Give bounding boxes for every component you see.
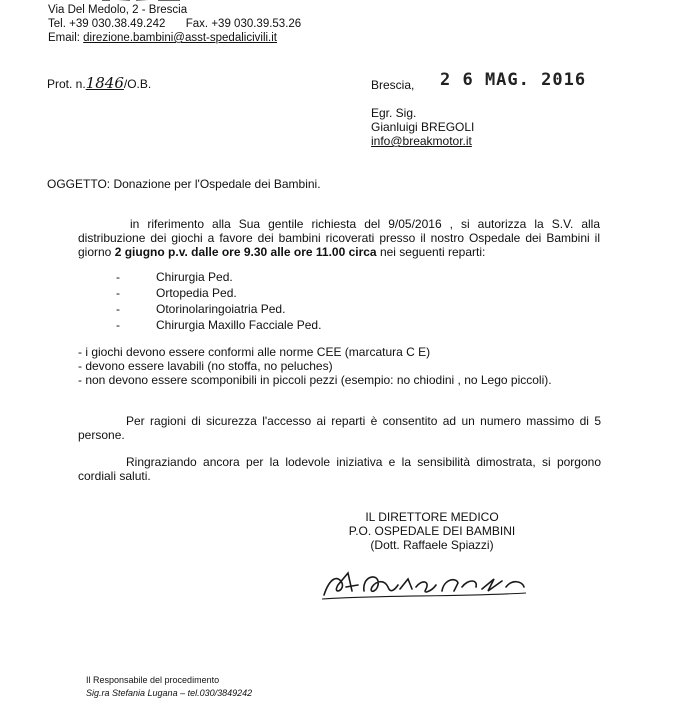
- date-stamp: 2 6 MAG. 2016: [440, 70, 587, 90]
- footer-line2: Sig.ra Stefania Lugana – tel.030/3849242: [86, 688, 253, 698]
- list-bullet: -: [116, 270, 120, 284]
- header-email: [48, 31, 277, 45]
- list-item: [116, 302, 285, 317]
- fax-number: +39 030.39.53.26: [211, 18, 302, 30]
- fax-label: Fax.: [185, 18, 209, 30]
- p1-line3-bold: 2 giugno p.v. dalle ore 9.30 alle ore 11.00 circa: [114, 245, 377, 259]
- p1-line2: distribuzione dei giochi a favore dei bambini ricoverati presso il nostro Ospedale dei Bambini il: [78, 231, 600, 245]
- requirement-item: - devono essere lavabili (no stoffa, no peluches): [78, 359, 333, 373]
- date-city: Brescia,: [371, 78, 415, 92]
- protocol: [47, 76, 151, 92]
- signature-title: IL DIRETTORE MEDICO: [365, 510, 499, 524]
- list-bullet: -: [116, 286, 120, 300]
- department-name: Chirurgia Maxillo Facciale Ped.: [156, 318, 322, 332]
- department-name: Otorinolaringoiatria Ped.: [156, 302, 286, 316]
- subject-label: OGGETTO:: [47, 177, 111, 191]
- recipient-email[interactable]: info@breakmotor.it: [371, 134, 472, 148]
- signature-name: (Dott. Raffaele Spiazzi): [370, 538, 494, 552]
- list-bullet: -: [116, 302, 120, 316]
- list-item: [116, 270, 233, 285]
- requirement-item: - non devono essere scomponibili in piccoli pezzi (esempio: no chiodini , no Lego piccoli).: [78, 373, 552, 387]
- department-name: Chirurgia Ped.: [156, 270, 233, 284]
- signature-org: P.O. OSPEDALE DEI BAMBINI: [348, 524, 516, 538]
- footer-line1: Il Responsabile del procedimento: [86, 675, 220, 685]
- protocol-prefix: Prot. n.: [47, 77, 86, 91]
- handwritten-signature: [318, 565, 530, 605]
- list-bullet: -: [116, 318, 120, 332]
- p2-line2: persone.: [78, 428, 125, 442]
- header-address: Via Del Medolo, 2 - Brescia: [48, 4, 188, 16]
- subject-text: Donazione per l'Ospedale dei Bambini.: [113, 177, 321, 191]
- department-name: Ortopedia Ped.: [156, 286, 237, 300]
- p3-line1: Ringraziando ancora per la lodevole iniziativa e la sensibilità dimostrata, si porgono: [126, 455, 601, 469]
- list-item: [116, 286, 237, 301]
- header-phone-fax: [48, 17, 301, 31]
- list-item: [116, 318, 321, 333]
- protocol-number: 1846: [85, 74, 124, 92]
- cropped-text-remnant: [100, 0, 190, 2]
- recipient-salutation: Egr. Sig.: [371, 106, 417, 120]
- protocol-suffix: /O.B.: [123, 77, 152, 91]
- p2-line1: Per ragioni di sicurezza l'accesso ai reparti è consentito ad un numero massimo di 5: [126, 414, 601, 428]
- subject-line: [47, 177, 321, 192]
- p1-line3-end: nei seguenti reparti:: [379, 245, 486, 259]
- recipient-name: Gianluigi BREGOLI: [371, 120, 475, 134]
- email-link[interactable]: direzione.bambini@asst-spedalicivili.it: [83, 32, 277, 44]
- email-label: Email:: [48, 32, 80, 44]
- p1-line1: in riferimento alla Sua gentile richiesta del 9/05/2016 , si autorizza la S.V. alla: [130, 217, 600, 231]
- p3-line2: cordiali saluti.: [78, 469, 151, 483]
- p1-line3: [78, 245, 485, 260]
- tel-label: Tel.: [48, 18, 66, 30]
- p1-line3-start: giorno: [78, 245, 112, 259]
- requirement-item: - i giochi devono essere conformi alle norme CEE (marcatura C E): [78, 345, 431, 359]
- tel-number: +39 030.38.49.242: [69, 18, 166, 30]
